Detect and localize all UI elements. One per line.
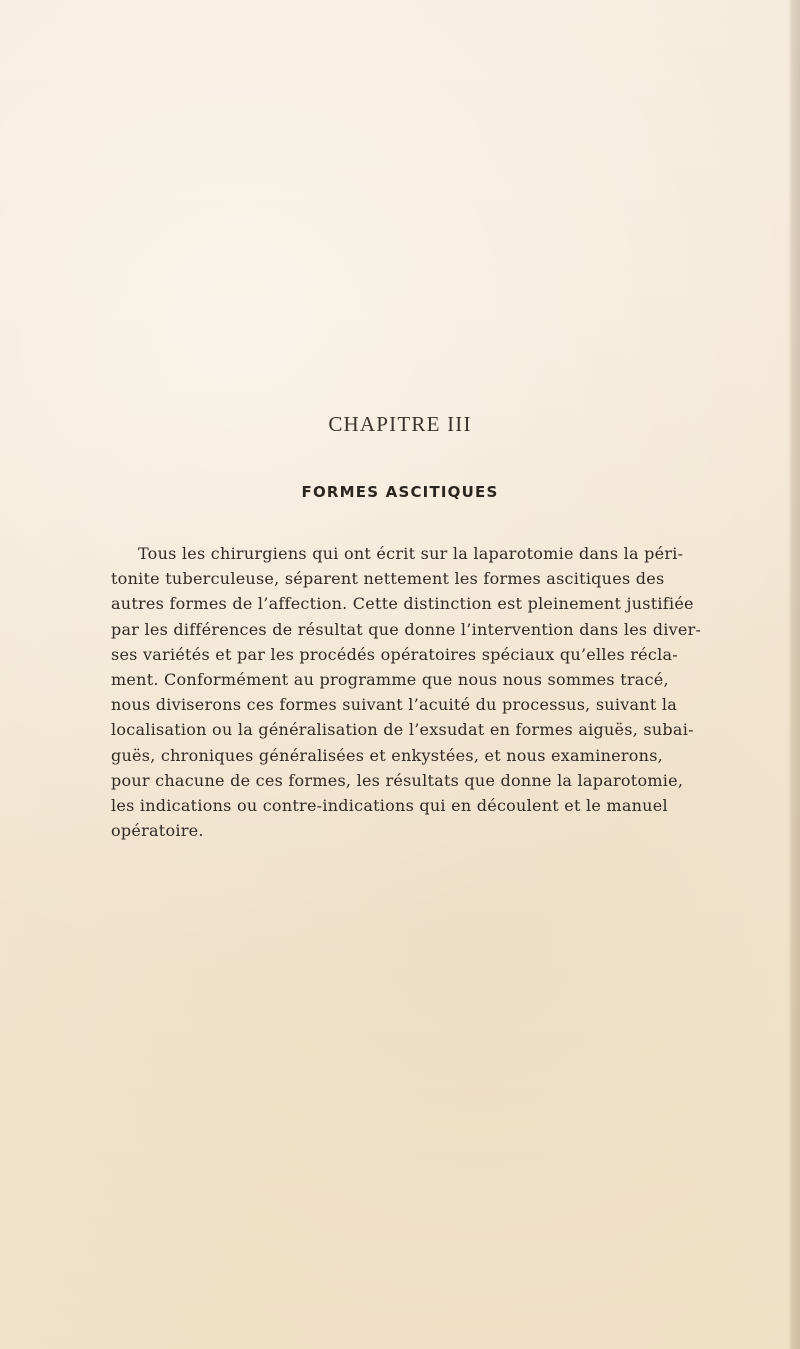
- paragraph-line: opératoire.: [111, 821, 204, 841]
- paragraph-line: localisation ou la généralisation de l’exsudat en formes aiguës, subai-: [111, 720, 694, 740]
- paragraph-line: autres formes de l’affection. Cette distinction est pleinement justifiée: [111, 594, 694, 614]
- paragraph-line: Tous les chirurgiens qui ont écrit sur la laparotomie dans la péri-: [138, 544, 684, 563]
- chapter-heading: CHAPITRE III: [328, 412, 472, 436]
- page-edge-shadow: [788, 0, 800, 1349]
- paragraph-line: les indications ou contre-indications qui en découlent et le manuel: [111, 796, 668, 816]
- paragraph-line: par les différences de résultat que donne l’intervention dans les diver-: [111, 619, 702, 639]
- paragraph-line: pour chacune de ces formes, les résultats que donne la laparotomie,: [111, 770, 684, 790]
- paragraph-line: ses variétés et par les procédés opératoires spéciaux qu’elles récla-: [111, 644, 678, 664]
- body-paragraph: [111, 541, 711, 843]
- paragraph-line: nous diviserons ces formes suivant l’acuité du processus, suivant la: [111, 695, 678, 715]
- paragraph-line: tonite tuberculeuse, séparent nettement les formes ascitiques des: [111, 569, 665, 589]
- paragraph-line: guës, chroniques généralisées et enkystées, et nous examinerons,: [111, 745, 663, 765]
- section-title: FORMES ASCITIQUES: [301, 483, 499, 501]
- paragraph-line: ment. Conformément au programme que nous nous sommes tracé,: [111, 670, 669, 690]
